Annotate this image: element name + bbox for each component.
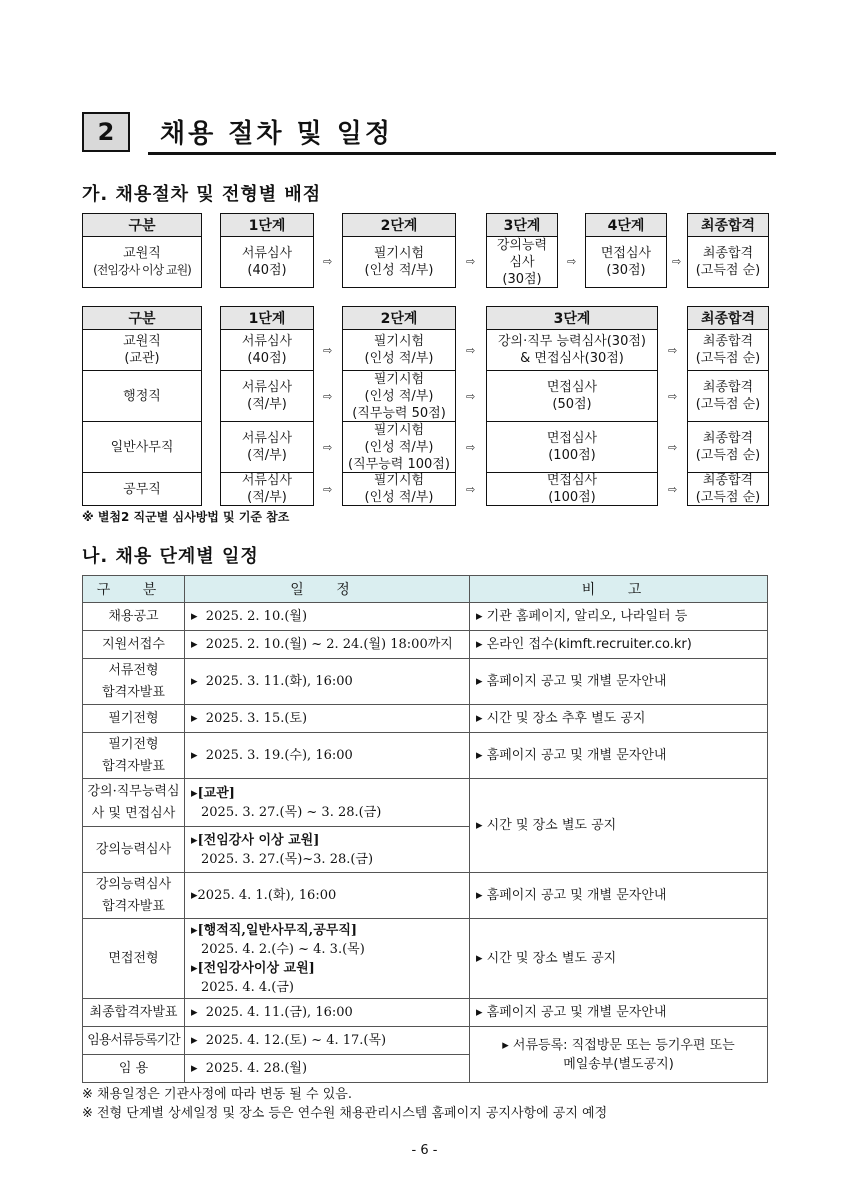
section-title: 채용 절차 및 일정 xyxy=(160,119,393,149)
note-text: 홈페이지 공고 및 개별 문자안내 xyxy=(486,1005,667,1020)
note-text: 기관 홈페이지, 알리오, 나라일터 등 xyxy=(486,609,688,624)
t2-cell-line: 필기시험 xyxy=(373,371,425,387)
t1-step3-line: 강의능력 xyxy=(496,237,548,253)
note-text: 온라인 접수(kimft.recruiter.co.kr) xyxy=(486,637,692,652)
t1-header-step1: 1단계 xyxy=(220,213,314,237)
arrow-icon: ⇨ xyxy=(672,255,682,268)
bullet-icon: ▸ xyxy=(191,888,198,903)
arrow-icon: ⇨ xyxy=(466,255,476,268)
t2-step2-cell xyxy=(342,472,456,506)
t1-header-step3: 3단계 xyxy=(486,213,558,237)
t2-step3-cell xyxy=(486,370,658,422)
procedure-note: ※ 별첨2 직군별 심사방법 및 기준 참조 xyxy=(82,510,290,524)
t2-step3-cell xyxy=(486,421,658,473)
t2-step2-cell xyxy=(342,421,456,473)
t1-step1-line: (40점) xyxy=(247,263,287,278)
row-date xyxy=(185,779,470,827)
date-text: 2025. 4. 28.(월) xyxy=(205,1061,308,1076)
arrow-icon: ⇨ xyxy=(567,255,577,268)
t2-cell-line: (인성 적/부) xyxy=(364,351,434,366)
t2-category-line: 행정직 xyxy=(123,388,161,404)
note-text: 홈페이지 공고 및 개별 문자안내 xyxy=(486,888,667,903)
t1-step2-cell xyxy=(342,236,456,288)
row-date xyxy=(185,1055,470,1083)
table-row xyxy=(83,873,768,919)
t2-final-cell xyxy=(687,370,769,422)
t2-cell-line: (100점) xyxy=(548,448,596,463)
header-category: 구 분 xyxy=(83,576,185,603)
row-date xyxy=(185,827,470,873)
arrow-icon: ⇨ xyxy=(668,344,678,357)
footnote: ※ 전형 단계별 상세일정 및 장소 등은 연수원 채용관리시스템 홈페이지 공지사항에 공지 예정 xyxy=(82,1106,608,1121)
t2-cell-line: 면접심사 xyxy=(546,473,598,488)
t1-step1-cell xyxy=(220,236,314,288)
arrow-icon: ⇨ xyxy=(668,390,678,403)
table-row xyxy=(83,631,768,659)
t2-cell-line: 서류심사 xyxy=(241,473,293,488)
bullet-icon: ▸ xyxy=(476,1005,483,1020)
label-text: [행적직,일반사무직,공무직] xyxy=(197,922,358,938)
category-line: 사 및 면접심사 xyxy=(91,805,176,821)
table-header-row xyxy=(83,576,768,603)
row-date xyxy=(185,1027,470,1055)
table-row xyxy=(83,919,768,999)
bullet-icon: ▸ xyxy=(476,951,483,966)
note-text: 시간 및 장소 별도 공지 xyxy=(486,818,617,833)
arrow-icon: ⇨ xyxy=(323,390,333,403)
t1-step2-line: 필기시험 xyxy=(373,246,425,261)
t2-cell-line: 최종합격 xyxy=(702,431,754,446)
t2-header-final: 최종합격 xyxy=(687,306,769,330)
t1-step3-cell xyxy=(486,236,558,288)
date-text: 2025. 3. 27.(목)~3. 28.(금) xyxy=(201,851,374,867)
t2-cell-line: (적/부) xyxy=(247,448,287,463)
t2-cell-line: 최종합격 xyxy=(702,334,754,349)
t2-step1-cell xyxy=(220,421,314,473)
note-text: 홈페이지 공고 및 개별 문자안내 xyxy=(486,674,667,689)
t1-step4-line: 면접심사 xyxy=(600,246,652,261)
bullet-icon: ▸ xyxy=(191,748,198,763)
t1-final-cell xyxy=(687,236,769,288)
t1-final-line: (고득점 순) xyxy=(695,263,761,278)
t2-cell-line: (고득점 순) xyxy=(695,351,761,366)
table-row xyxy=(83,1027,768,1055)
t2-category-cell xyxy=(82,472,202,506)
t2-cell-line: 필기시험 xyxy=(373,334,425,349)
t2-cell-line: 서류심사 xyxy=(241,380,293,395)
label-text: [전임강사 이상 교원] xyxy=(197,832,320,848)
row-category: 임 용 xyxy=(83,1055,185,1083)
note-text: 시간 및 장소 별도 공지 xyxy=(486,951,617,966)
category-line: 필기전형 xyxy=(108,736,159,752)
row-category xyxy=(83,873,185,919)
t2-cell-line: (인성 적/부) xyxy=(364,439,434,455)
bullet-icon: ▸ xyxy=(476,818,483,833)
row-note xyxy=(470,603,768,631)
bullet-icon: ▸ xyxy=(476,748,483,763)
bullet-icon: ▸ xyxy=(191,609,198,624)
arrow-icon: ⇨ xyxy=(466,441,476,454)
t2-cell-line: 필기시험 xyxy=(373,422,425,438)
t1-category-line: 교원직 xyxy=(123,246,161,261)
row-category: 채용공고 xyxy=(83,603,185,631)
row-category: 강의능력심사 xyxy=(83,827,185,873)
row-date xyxy=(185,873,470,919)
t2-cell-line: (100점) xyxy=(548,490,596,505)
t2-cell-line: 면접심사 xyxy=(546,380,598,395)
row-category xyxy=(83,733,185,779)
t2-step1-cell xyxy=(220,472,314,506)
t2-final-cell xyxy=(687,329,769,371)
t2-step3-cell xyxy=(486,472,658,506)
t2-cell-line: 서류심사 xyxy=(241,431,293,446)
category-line: 서류전형 xyxy=(108,662,159,678)
row-note xyxy=(470,919,768,999)
bullet-icon: ▸ xyxy=(191,960,198,976)
procedure-heading: 가. 채용절차 및 전형별 배점 xyxy=(82,184,322,205)
t2-cell-line: & 면접심사(30점) xyxy=(520,351,624,366)
t2-header-step3: 3단계 xyxy=(486,306,658,330)
category-line: 강의·직무능력심 xyxy=(87,783,180,799)
t1-step3-line: 심사 xyxy=(509,254,535,270)
date-text: 2025. 2. 10.(월) ~ 2. 24.(월) 18:00까지 xyxy=(205,637,453,652)
t2-cell-line: (인성 적/부) xyxy=(364,490,434,505)
row-category: 필기전형 xyxy=(83,705,185,733)
t1-final-line: 최종합격 xyxy=(702,246,754,261)
t2-category-line: 교원직 xyxy=(123,334,161,349)
arrow-icon: ⇨ xyxy=(323,441,333,454)
row-category: 최종합격자발표 xyxy=(83,999,185,1027)
bullet-icon: ▸ xyxy=(476,711,483,726)
note-text: 홈페이지 공고 및 개별 문자안내 xyxy=(486,748,667,763)
bullet-icon: ▸ xyxy=(191,674,198,689)
row-category xyxy=(83,659,185,705)
date-text: 2025. 4. 11.(금), 16:00 xyxy=(205,1005,353,1020)
bullet-icon: ▸ xyxy=(476,888,483,903)
note-text: 서류등록: 직접방문 또는 등기우편 또는 xyxy=(512,1037,735,1053)
t2-cell-line: 서류심사 xyxy=(241,334,293,349)
t2-header-step2: 2단계 xyxy=(342,306,456,330)
row-date xyxy=(185,733,470,779)
t2-category-line: (교관) xyxy=(124,351,160,366)
bullet-icon: ▸ xyxy=(191,637,198,652)
t1-header-step2: 2단계 xyxy=(342,213,456,237)
t2-cell-line: 강의·직무 능력심사(30점) xyxy=(498,334,646,349)
bullet-icon: ▸ xyxy=(191,922,198,938)
table-row xyxy=(83,733,768,779)
t2-cell-line: (50점) xyxy=(552,397,592,412)
t2-category-cell xyxy=(82,329,202,371)
t1-category-line: (전임강사 이상 교원) xyxy=(93,263,191,277)
bullet-icon: ▸ xyxy=(191,1061,198,1076)
t2-step2-cell xyxy=(342,329,456,371)
row-date xyxy=(185,919,470,999)
arrow-icon: ⇨ xyxy=(668,483,678,496)
t1-step1-line: 서류심사 xyxy=(241,246,293,261)
t2-step3-cell xyxy=(486,329,658,371)
bullet-icon: ▸ xyxy=(476,637,483,652)
t2-cell-line: (인성 적/부) xyxy=(364,388,434,404)
row-date xyxy=(185,631,470,659)
date-text: 2025. 4. 2.(수) ~ 4. 3.(목) xyxy=(201,941,365,957)
t2-cell-line: 최종합격 xyxy=(702,473,754,488)
table-row xyxy=(83,603,768,631)
schedule-table xyxy=(82,575,768,1083)
bullet-icon: ▸ xyxy=(191,1005,198,1020)
t2-cell-line: (고득점 순) xyxy=(695,448,761,463)
bullet-icon: ▸ xyxy=(191,785,198,801)
note-text: 메일송부(별도공지) xyxy=(563,1056,674,1072)
category-line: 합격자발표 xyxy=(102,758,165,774)
t1-step3-line: (30점) xyxy=(502,271,542,287)
bullet-icon: ▸ xyxy=(191,711,198,726)
date-text: 2025. 2. 10.(월) xyxy=(205,609,308,624)
t2-cell-line: (적/부) xyxy=(247,397,287,412)
bullet-icon: ▸ xyxy=(191,832,198,848)
date-text: 2025. 4. 1.(화), 16:00 xyxy=(197,888,337,903)
section-number: 2 xyxy=(82,112,130,152)
row-category: 면접전형 xyxy=(83,919,185,999)
arrow-icon: ⇨ xyxy=(466,344,476,357)
t2-final-cell xyxy=(687,421,769,473)
t1-step4-cell xyxy=(585,236,667,288)
row-category: 임용서류등록기간 xyxy=(83,1027,185,1055)
row-category: 지원서접수 xyxy=(83,631,185,659)
header-date: 일 정 xyxy=(185,576,470,603)
bullet-icon: ▸ xyxy=(476,609,483,624)
row-note xyxy=(470,1027,768,1083)
t2-final-cell xyxy=(687,472,769,506)
t2-cell-line: (직무능력 50점) xyxy=(352,405,446,421)
table-row xyxy=(83,999,768,1027)
t2-cell-line: 최종합격 xyxy=(702,380,754,395)
row-note xyxy=(470,631,768,659)
t2-cell-line: (고득점 순) xyxy=(695,397,761,412)
row-note xyxy=(470,659,768,705)
t2-header-category: 구분 xyxy=(82,306,202,330)
row-note xyxy=(470,779,768,873)
arrow-icon: ⇨ xyxy=(323,483,333,496)
t1-step2-line: (인성 적/부) xyxy=(364,263,434,278)
t2-category-cell xyxy=(82,421,202,473)
row-category xyxy=(83,779,185,827)
bullet-icon: ▸ xyxy=(502,1037,509,1053)
t1-category-cell xyxy=(82,236,202,288)
table-row xyxy=(83,659,768,705)
label-text: [교관] xyxy=(197,785,235,801)
t2-step1-cell xyxy=(220,370,314,422)
t1-header-final: 최종합격 xyxy=(687,213,769,237)
t1-step4-line: (30점) xyxy=(606,263,646,278)
category-line: 합격자발표 xyxy=(102,898,165,914)
row-note xyxy=(470,999,768,1027)
row-date xyxy=(185,659,470,705)
t2-step1-cell xyxy=(220,329,314,371)
row-date xyxy=(185,603,470,631)
t2-category-line: 공무직 xyxy=(123,481,161,497)
t2-category-line: 일반사무직 xyxy=(110,439,174,455)
category-line: 강의능력심사 xyxy=(95,876,172,892)
t2-cell-line: (적/부) xyxy=(247,490,287,505)
t1-header-step4: 4단계 xyxy=(585,213,667,237)
t2-cell-line: (직무능력 100점) xyxy=(348,456,450,472)
date-text: 2025. 3. 27.(목) ~ 3. 28.(금) xyxy=(201,804,382,820)
arrow-icon: ⇨ xyxy=(323,255,333,268)
arrow-icon: ⇨ xyxy=(466,483,476,496)
header-note: 비 고 xyxy=(470,576,768,603)
row-note xyxy=(470,705,768,733)
section-underline xyxy=(148,152,776,155)
row-note xyxy=(470,873,768,919)
label-text: [전임강사이상 교원] xyxy=(197,960,315,976)
table-row xyxy=(83,705,768,733)
t2-header-step1: 1단계 xyxy=(220,306,314,330)
row-date xyxy=(185,705,470,733)
t2-cell-line: (40점) xyxy=(247,351,287,366)
row-date xyxy=(185,999,470,1027)
arrow-icon: ⇨ xyxy=(466,390,476,403)
date-text: 2025. 3. 15.(토) xyxy=(205,711,308,726)
date-text: 2025. 4. 4.(금) xyxy=(201,979,294,995)
t2-cell-line: (고득점 순) xyxy=(695,490,761,505)
bullet-icon: ▸ xyxy=(476,674,483,689)
t2-step2-cell xyxy=(342,370,456,422)
t2-category-cell xyxy=(82,370,202,422)
note-text: 시간 및 장소 추후 별도 공지 xyxy=(486,711,646,726)
t2-cell-line: 면접심사 xyxy=(546,431,598,446)
bullet-icon: ▸ xyxy=(191,1033,198,1048)
category-line: 합격자발표 xyxy=(102,684,165,700)
t2-cell-line: 필기시험 xyxy=(373,473,425,488)
footnote: ※ 채용일정은 기관사정에 따라 변동 될 수 있음. xyxy=(82,1087,352,1102)
t1-header-category: 구분 xyxy=(82,213,202,237)
date-text: 2025. 3. 19.(수), 16:00 xyxy=(205,748,353,763)
date-text: 2025. 3. 11.(화), 16:00 xyxy=(205,674,353,689)
date-text: 2025. 4. 12.(토) ~ 4. 17.(목) xyxy=(205,1033,387,1048)
row-note xyxy=(470,733,768,779)
arrow-icon: ⇨ xyxy=(668,441,678,454)
table-row xyxy=(83,779,768,827)
page-number: - 6 - xyxy=(411,1143,438,1158)
arrow-icon: ⇨ xyxy=(323,344,333,357)
schedule-heading: 나. 채용 단계별 일정 xyxy=(82,546,259,567)
